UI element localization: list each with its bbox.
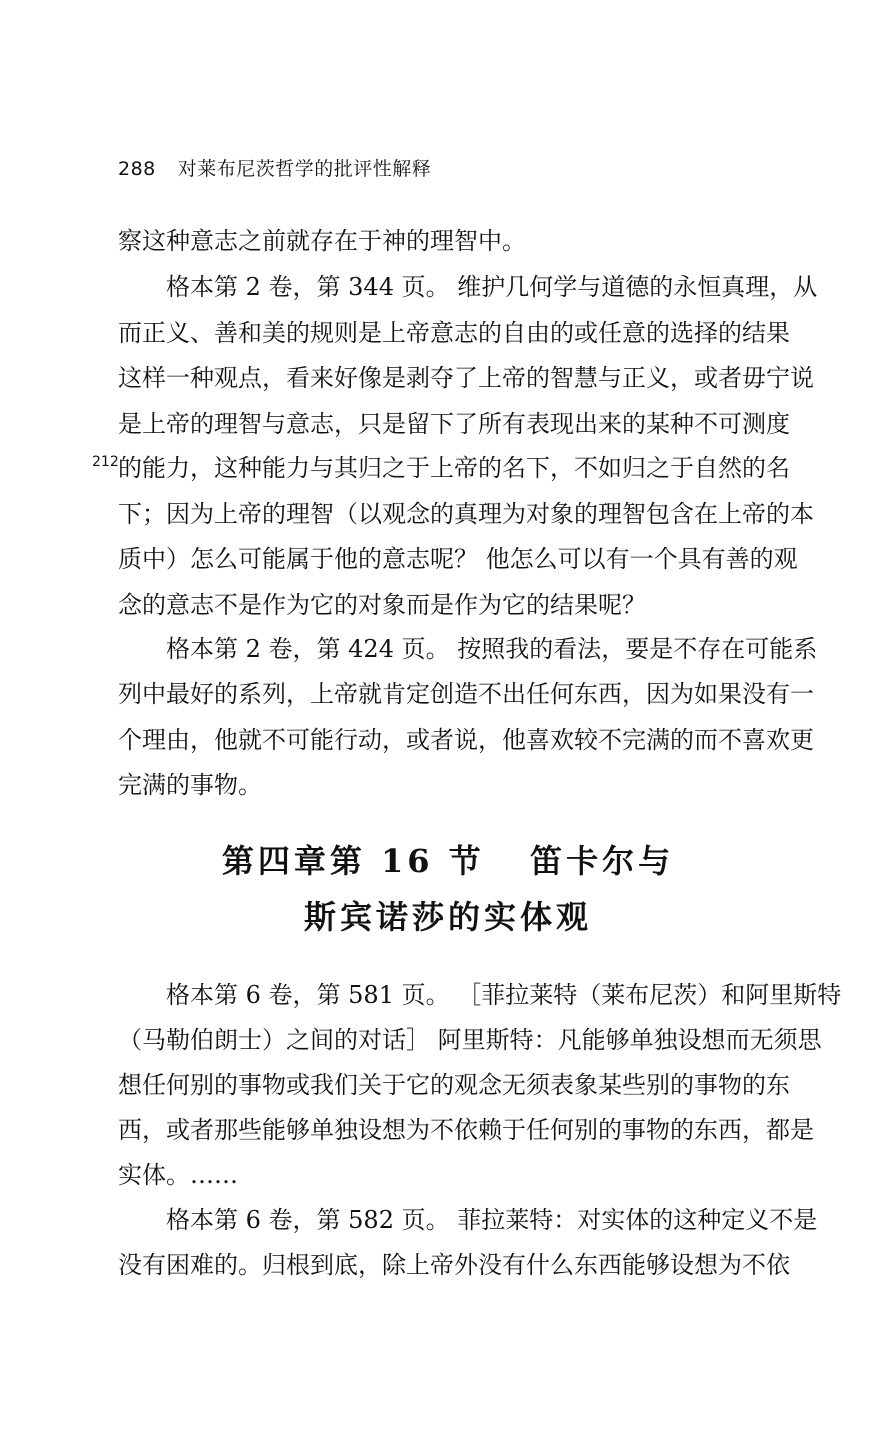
section-title-line-2: 斯宾诺莎的实体观 — [303, 898, 592, 936]
text-line: 的能力，这种能力与其归之于上帝的名下，不如归之于自然的名 — [118, 454, 790, 482]
text-line: 念的意志不是作为它的对象而是作为它的结果呢？ — [118, 591, 646, 619]
margin-reference-number: 212 — [92, 454, 119, 470]
text-line: 没有困难的。归根到底，除上帝外没有什么东西能够设想为不依 — [118, 1251, 790, 1279]
text-line: 格本第 2 卷，第 424 页。 按照我的看法，要是不存在可能系 — [166, 635, 818, 663]
text-line: 下；因为上帝的理智（以观念的真理为对象的理智包含在上帝的本 — [118, 500, 814, 528]
text-line: 格本第 6 卷，第 582 页。 菲拉莱特：对实体的这种定义不是 — [166, 1206, 818, 1234]
text-line: 质中）怎么可能属于他的意志呢？ 他怎么可以有一个具有善的观 — [118, 545, 798, 573]
text-line: 个理由，他就不可能行动，或者说，他喜欢较不完满的而不喜欢更 — [118, 726, 814, 754]
page-number: 288 — [118, 158, 156, 180]
text-line: 格本第 6 卷，第 581 页。 ［菲拉莱特（莱布尼茨）和阿里斯特 — [166, 981, 842, 1009]
section-title-line-1: 第四章第 16 节 笛卡尔与 — [221, 842, 675, 880]
text-line: 实体。…… — [118, 1161, 238, 1189]
text-line: 完满的事物。 — [118, 771, 262, 799]
text-line: 列中最好的系列，上帝就肯定创造不出任何东西，因为如果没有一 — [118, 680, 814, 708]
text-line: 西，或者那些能够单独设想为不依赖于任何别的事物的东西，都是 — [118, 1116, 814, 1144]
book-title: 对莱布尼茨哲学的批评性解释 — [177, 158, 432, 180]
text-line: 察这种意志之前就存在于神的理智中。 — [118, 227, 526, 255]
text-line: 这样一种观点，看来好像是剥夺了上帝的智慧与正义，或者毋宁说 — [118, 364, 814, 392]
running-header — [118, 154, 431, 181]
text-line: 格本第 2 卷，第 344 页。 维护几何学与道德的永恒真理，从 — [166, 273, 818, 301]
text-line: （马勒伯朗士）之间的对话］ 阿里斯特：凡能够单独设想而无须思 — [118, 1026, 822, 1054]
text-line: 想任何别的事物或我们关于它的观念无须表象某些别的事物的东 — [118, 1071, 790, 1099]
text-line: 是上帝的理智与意志，只是留下了所有表现出来的某种不可测度 — [118, 410, 790, 438]
text-line: 而正义、善和美的规则是上帝意志的自由的或任意的选择的结果 — [118, 319, 790, 347]
